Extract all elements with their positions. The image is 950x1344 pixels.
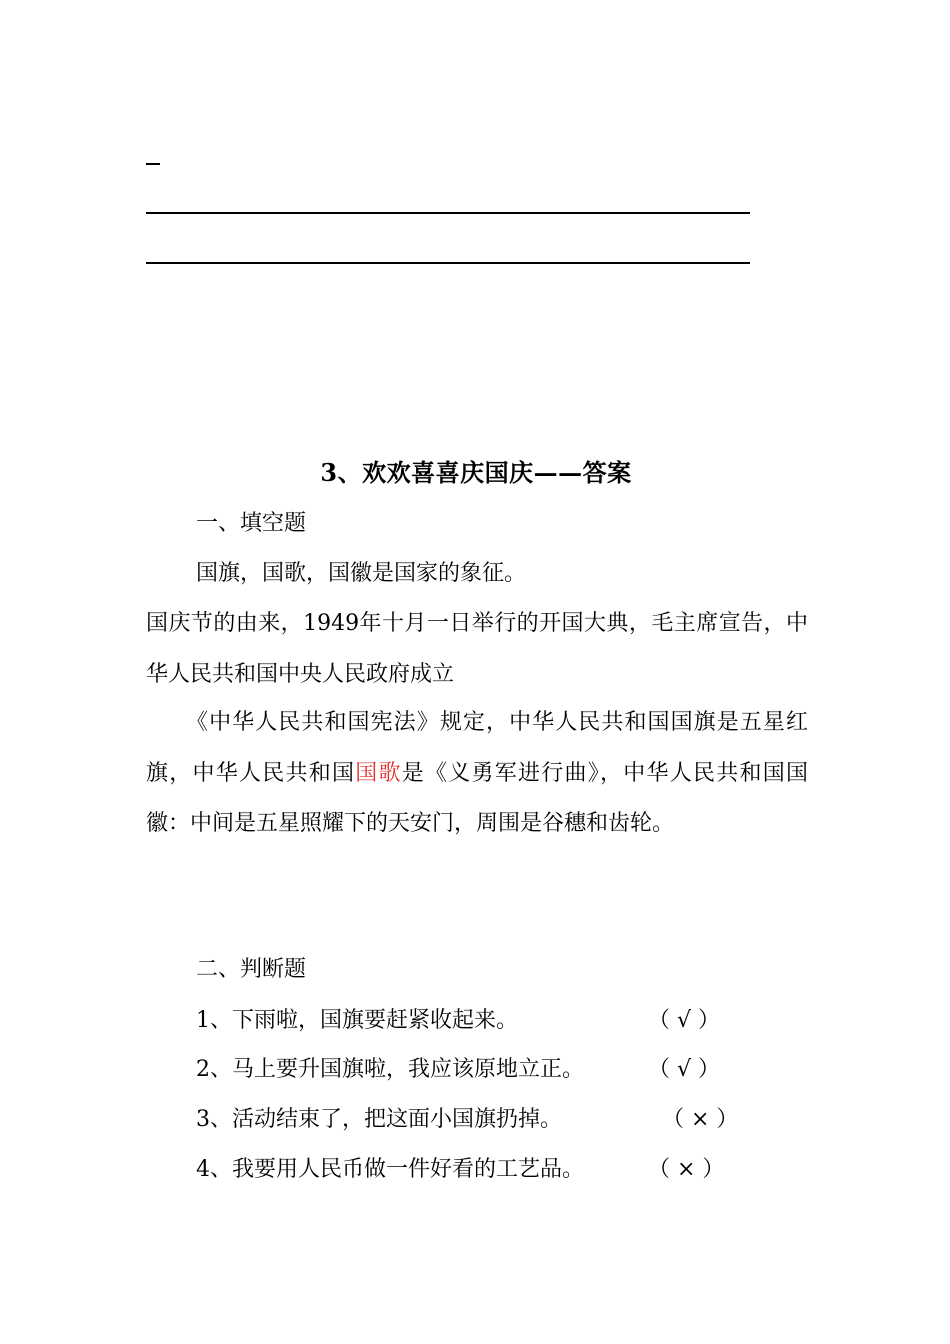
judgment-answer-1: （ √ ） xyxy=(648,1008,721,1033)
constitution-paragraph xyxy=(146,698,808,850)
judgment-item-1: 1、下雨啦，国旗要赶紧收起来。 xyxy=(196,1008,518,1033)
answer-line-2 xyxy=(146,262,750,264)
constitution-text-1: 《中华人民共和国宪法》规定，中华人民共和国国旗是五星红旗，中华人民共和国 xyxy=(146,710,808,786)
judgment-item-2: 2、马上要升国旗啦，我应该原地立正。 xyxy=(196,1057,584,1082)
national-day-origin: 国庆节的由来，1949年十月一日举行的开国大典，毛主席宣告，中华人民共和国中央人民政府成立 xyxy=(146,611,808,687)
section1-heading: 一、填空题 xyxy=(196,511,307,536)
section2-heading: 二、判断题 xyxy=(196,957,307,982)
judgment-answer-3: （ × ） xyxy=(662,1107,739,1132)
answer-line-1 xyxy=(146,212,750,214)
judgment-item-3: 3、活动结束了，把这面小国旗扔掉。 xyxy=(196,1107,562,1132)
highlight-anthem: 国歌 xyxy=(355,760,402,786)
page-title: 3、欢欢喜喜庆国庆——答案 xyxy=(320,458,632,487)
judgment-answer-4: （ × ） xyxy=(648,1157,725,1182)
symbols-sentence: 国旗，国歌，国徽是国家的象征。 xyxy=(196,561,527,586)
constitution-text-2: 是《义勇军进行曲》，中华人民共和国国徽：中间是五星照耀下的天安门，周围是谷穗和齿轮。 xyxy=(146,760,808,836)
judgment-item-4: 4、我要用人民币做一件好看的工艺品。 xyxy=(196,1157,584,1182)
short-underline xyxy=(146,163,160,165)
judgment-answer-2: （ √ ） xyxy=(648,1057,721,1082)
